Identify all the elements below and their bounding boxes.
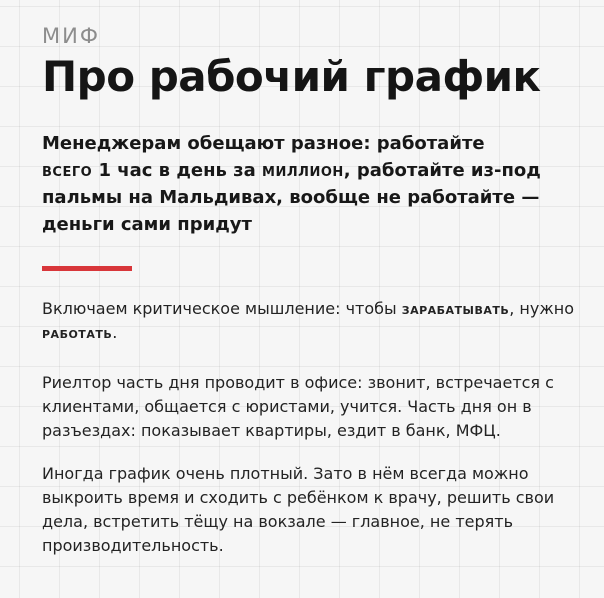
paragraph-2: Риелтор часть дня проводит в офисе: звонит, встречается с клиентами, общается с юристами, учится. Часть дня он в разъездах: показывает квартиры, ездит в банк, МФЦ. [42,373,554,440]
page-title: Про рабочий график [42,52,541,101]
paragraph-3: Иногда график очень плотный. Зато в нём всегда можно выкроить время и сходить с ребёнком к врачу, решить свои дела, встретить тёщу на вокзале — главное, не терять производительность. [42,464,555,555]
lead-part-1: Менеджерам обещают разное: работайте [42,133,485,154]
myth-label: МИФ [42,24,100,48]
paragraph-1 [42,297,582,345]
paragraph-1-text-2: , нужно [509,299,575,318]
paragraph-1-text-1: Включаем критическое мышление: чтобы [42,299,402,318]
lead-caps-2: миллион [262,159,344,181]
paragraph-1-bold-1: зарабатывать [401,299,510,318]
lead-part-2: 1 час в день за [92,160,263,181]
lead-part-3: , работайте из-под пальмы на Мальдивах, вообще не работайте — деньги сами придут [42,160,541,235]
paragraph-1-text-3: . [112,323,118,342]
lead-text [42,130,572,238]
accent-divider [42,266,132,271]
lead-caps-1: всего [42,159,93,181]
paragraph-1-bold-2: работать [42,323,113,342]
